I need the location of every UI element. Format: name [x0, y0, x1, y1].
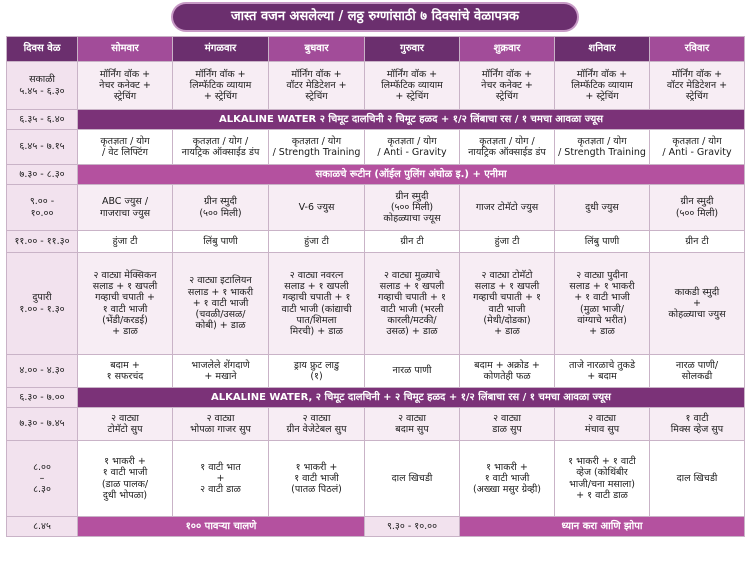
- schedule-cell: मॉर्निंग वॉक + लिम्फॅटिक व्यायाम + स्ट्रेचिंग: [555, 62, 650, 110]
- schedule-cell: २ वाट्या इटालियन सलाड + १ भाकरी + १ वाटी भाजी (चवळी/उसळ/ कोबी) + डाळ: [173, 253, 269, 355]
- row-lunch: [7, 253, 745, 355]
- header-day: शनिवार: [555, 37, 650, 62]
- row-night: [7, 517, 745, 537]
- schedule-cell: हुंजा टी: [269, 231, 365, 253]
- time-cell: ६.४५ - ७.१५: [7, 130, 78, 165]
- header-row: [7, 37, 745, 62]
- schedule-cell: २ वाट्या भोपळा गाजर सुप: [173, 408, 269, 441]
- schedule-cell: हुंजा टी: [460, 231, 555, 253]
- schedule-cell: १ भाकरी + १ वाटी भाजी (अख्खा मसुर ग्रेव्ही): [460, 441, 555, 517]
- page-title: जास्त वजन असलेल्या / लठ्ठ रुग्णांसाठी ७ दिवसांचे वेळापत्रक: [173, 4, 577, 30]
- band-morning-routine: सकाळचे रूटीन (ऑईल पुलिंग अंघोळ इ.) + एनीमा: [78, 165, 745, 185]
- schedule-cell: लिंबु पाणी: [173, 231, 269, 253]
- schedule-cell: २ वाट्या मंचाव सुप: [555, 408, 650, 441]
- time-cell: ८.४५: [7, 517, 78, 537]
- schedule-cell: हुंजा टी: [78, 231, 173, 253]
- schedule-cell: १ भाकरी + १ वाटी भाजी (डाळ पालक/ दुधी भोपळा): [78, 441, 173, 517]
- band-alkaline-water: ALKALINE WATER २ चिमूट दालचिनी २ चिमूट हळद + १/२ लिंबाचा रस / १ चमचा आवळा ज्यूस: [78, 110, 745, 130]
- schedule-cell: १ भाकरी + १ वाटी व्हेज (कोथिंबीर भाजी/चना मसाला) + १ वाटी डाळ: [555, 441, 650, 517]
- band-alkaline-water: ALKALINE WATER, २ चिमूट दालचिनी + २ चिमूट हळद + १/२ लिंबाचा रस / १ चमचा आवळा ज्यूस: [78, 388, 745, 408]
- schedule-cell: २ वाट्या पुदीना सलाड + १ भाकरी + १ वाटी भाजी (मुळा भाजी/ वांग्याचे भरीत) + डाळ: [555, 253, 650, 355]
- row-dinner: [7, 441, 745, 517]
- schedule-cell: ग्रीन स्मुदी (५०० मिली) कोहळ्याचा ज्यूस: [365, 185, 460, 231]
- schedule-cell: दाल खिचडी: [365, 441, 460, 517]
- time-cell: ९.३० - १०.००: [365, 517, 460, 537]
- schedule-cell: कृतज्ञता / योग / Anti - Gravity: [650, 130, 745, 165]
- header-day: सोमवार: [78, 37, 173, 62]
- time-cell: सकाळी ५.४५ - ६.३०: [7, 62, 78, 110]
- schedule-cell: मॉर्निंग वॉक + लिम्फॅटिक व्यायाम + स्ट्रेचिंग: [173, 62, 269, 110]
- schedule-cell: बदाम + अक्रोड + कोणतेही फळ: [460, 355, 555, 388]
- row-snack: [7, 355, 745, 388]
- row-tea: [7, 231, 745, 253]
- schedule-cell: कृतज्ञता / योग / Anti - Gravity: [365, 130, 460, 165]
- schedule-cell: २ वाट्या नवरत्न सलाड + १ खपली गव्हाची चपाती + १ वाटी भाजी (कांद्याची पात/शिमला मिरची) + डाळ: [269, 253, 365, 355]
- row-exercise: [7, 130, 745, 165]
- row-alkaline-1: [7, 110, 745, 130]
- schedule-cell: २ वाट्या मुळ्याचे सलाड + १ खपली गव्हाची चपाती + १ वाटी भाजी (भरली कारली/मटकी/ उसळ) + डाळ: [365, 253, 460, 355]
- schedule-cell: नारळ पाणी/ सोलकढी: [650, 355, 745, 388]
- schedule-cell: ग्रीन स्मुदी (५०० मिली): [173, 185, 269, 231]
- schedule-cell: मॉर्निंग वॉक + वॉटर मेडिटेशन + स्ट्रेचिंग: [269, 62, 365, 110]
- row-alkaline-2: [7, 388, 745, 408]
- schedule-cell: कृतज्ञता / योग / Strength Training: [555, 130, 650, 165]
- schedule-cell: दाल खिचडी: [650, 441, 745, 517]
- time-cell: ६.३५ - ६.४०: [7, 110, 78, 130]
- schedule-cell: कृतज्ञता / योग / नायट्रिक ऑक्साईड डंप: [173, 130, 269, 165]
- time-cell: ४.०० - ४.३०: [7, 355, 78, 388]
- schedule-cell: मॉर्निंग वॉक + नेचर कनेक्ट + स्ट्रेचिंग: [460, 62, 555, 110]
- schedule-cell: २ वाट्या ग्रीन वेजेटेबल सुप: [269, 408, 365, 441]
- schedule-cell: ग्रीन टी: [650, 231, 745, 253]
- time-cell: ६.३० - ७.००: [7, 388, 78, 408]
- schedule-cell: कृतज्ञता / योग / वेट लिफ्टिंग: [78, 130, 173, 165]
- schedule-cell: ग्रीन स्मुदी (५०० मिली): [650, 185, 745, 231]
- schedule-cell: १ भाकरी + १ वाटी भाजी (पातळ पिठलं): [269, 441, 365, 517]
- time-cell: ११.०० - ११.३०: [7, 231, 78, 253]
- row-routine: [7, 165, 745, 185]
- schedule-cell: १ वाटी भात + २ वाटी डाळ: [173, 441, 269, 517]
- header-day: शुक्रवार: [460, 37, 555, 62]
- schedule-cell: लिंबु पाणी: [555, 231, 650, 253]
- schedule-cell: काकडी स्मुदी + कोहळ्याचा ज्युस: [650, 253, 745, 355]
- time-cell: ९.०० - १०.००: [7, 185, 78, 231]
- row-soup: [7, 408, 745, 441]
- time-cell: ७.३० - ८.३०: [7, 165, 78, 185]
- schedule-cell: मॉर्निंग वॉक + वॉटर मेडिटेशन + स्ट्रेचिंग: [650, 62, 745, 110]
- schedule-cell: ABC ज्युस / गाजराचा ज्युस: [78, 185, 173, 231]
- schedule-table: [6, 36, 745, 537]
- schedule-cell: बदाम + १ सफरचंद: [78, 355, 173, 388]
- schedule-cell: ग्रीन टी: [365, 231, 460, 253]
- schedule-cell: भाजलेले शेंगदाणे + मखाने: [173, 355, 269, 388]
- schedule-cell: V-6 ज्युस: [269, 185, 365, 231]
- schedule-cell: मॉर्निंग वॉक + लिम्फॅटिक व्यायाम + स्ट्रेचिंग: [365, 62, 460, 110]
- schedule-cell: २ वाट्या टोमॅटो सुप: [78, 408, 173, 441]
- header-day: मंगळवार: [173, 37, 269, 62]
- schedule-cell: नारळ पाणी: [365, 355, 460, 388]
- band-meditate: ध्यान करा आणि झोपा: [460, 517, 745, 537]
- schedule-cell: ड्राय फ्रुट लाडु (१): [269, 355, 365, 388]
- schedule-cell: २ वाट्या मेक्सिकन सलाड + १ खपली गव्हाची चपाती + १ वाटी भाजी (भेंडी/करडई) + डाळ: [78, 253, 173, 355]
- schedule-cell: १ वाटी मिक्स व्हेज सुप: [650, 408, 745, 441]
- schedule-cell: २ वाट्या डाळ सुप: [460, 408, 555, 441]
- time-cell: दुपारी १.०० - १.३०: [7, 253, 78, 355]
- header-time: दिवस वेळ: [7, 37, 78, 62]
- schedule-cell: ताजे नारळाचे तुकडे + बदाम: [555, 355, 650, 388]
- schedule-cell: गाजर टोमॅटो ज्युस: [460, 185, 555, 231]
- schedule-cell: दुधी ज्युस: [555, 185, 650, 231]
- time-cell: ७.३० - ७.४५: [7, 408, 78, 441]
- schedule-cell: २ वाट्या बदाम सुप: [365, 408, 460, 441]
- schedule-cell: मॉर्निंग वॉक + नेचर कनेक्ट + स्ट्रेचिंग: [78, 62, 173, 110]
- row-morning: [7, 62, 745, 110]
- schedule-cell: २ वाट्या टोमॅटो सलाड + १ खपली गव्हाची चपाती + १ वाटी भाजी (मेथी/दोडका) + डाळ: [460, 253, 555, 355]
- band-walk: १०० पावऱ्या चालणे: [78, 517, 365, 537]
- row-juice: [7, 185, 745, 231]
- header-day: रविवार: [650, 37, 745, 62]
- schedule-cell: कृतज्ञता / योग / नायट्रिक ऑक्साईड डंप: [460, 130, 555, 165]
- header-day: बुधवार: [269, 37, 365, 62]
- schedule-cell: कृतज्ञता / योग / Strength Training: [269, 130, 365, 165]
- header-day: गुरुवार: [365, 37, 460, 62]
- time-cell: ८.०० – ८.३०: [7, 441, 78, 517]
